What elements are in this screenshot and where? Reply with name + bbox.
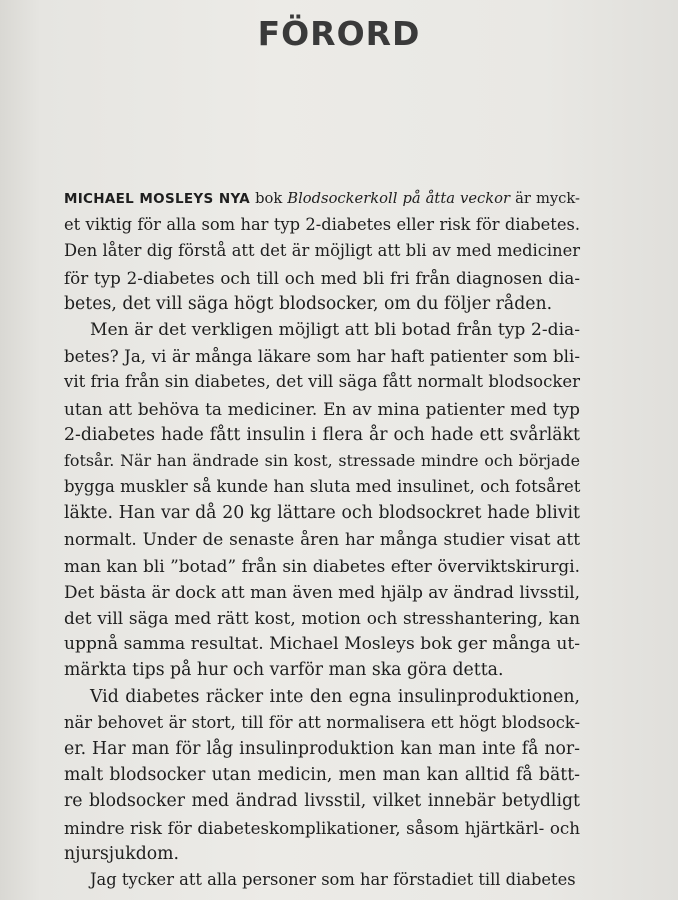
text-line: fotsår. När han ändrade sin kost, stressade mindre och började: [64, 450, 580, 470]
text-line: märkta tips på hur och varför man ska göra detta.: [64, 660, 504, 681]
chapter-heading: FÖRORD: [257, 14, 421, 53]
text-line: vit fria från sin diabetes, det vill säga fått normalt blodsocker: [64, 372, 580, 392]
text-line: betes? Ja, vi är många läkare som har haft patienter som bli-: [64, 346, 580, 367]
after-title: är myck-: [510, 190, 581, 207]
text-line: Men är det verkligen möjligt att bli botad från typ 2-dia-: [90, 319, 580, 340]
text-line: för typ 2-diabetes och till och med bli fri från diagnosen dia-: [64, 267, 580, 288]
text-line: er. Har man för låg insulinproduktion kan man inte få nor-: [64, 738, 580, 759]
text-line: malt blodsocker utan medicin, men man kan alltid få bätt-: [64, 765, 580, 786]
text-line: betes, det vill säga högt blodsocker, om du följer råden.: [64, 293, 553, 314]
body-text: [64, 186, 580, 893]
text-line: Vid diabetes räcker inte den egna insulinproduktionen,: [90, 686, 580, 707]
text-line: bygga muskler så kunde han sluta med insulinet, och fotsåret: [64, 477, 581, 497]
text-line: man kan bli ”botad” från sin diabetes efter överviktskirurgi.: [64, 555, 580, 576]
text-line: det vill säga med rätt kost, motion och stresshantering, kan: [64, 608, 580, 628]
text-line: uppnå samma resultat. Michael Mosleys bok ger många ut-: [64, 634, 580, 655]
lead-text: bok: [250, 190, 288, 207]
text-line: normalt. Under de senaste åren har många studier visat att: [64, 529, 580, 550]
text-line: Det bästa är dock att man även med hjälp av ändrad livsstil,: [64, 581, 580, 602]
text-line: läkte. Han var då 20 kg lättare och blodsockret hade blivit: [64, 503, 580, 524]
text-line: [64, 186, 580, 212]
text-line: utan att behöva ta mediciner. En av mina patienter med typ: [64, 398, 580, 419]
text-line: när behovet är stort, till för att normalisera ett högt blodsock-: [64, 712, 580, 732]
text-line: 2-diabetes hade fått insulin i flera år och hade ett svårläkt: [64, 424, 580, 445]
lead-caps: MICHAEL MOSLEYS NYA: [64, 191, 251, 207]
text-line: re blodsocker med ändrad livsstil, vilket innebär betydligt: [64, 791, 580, 812]
book-title: Blodsockerkoll på åtta veckor: [287, 190, 511, 207]
text-line: mindre risk för diabeteskomplikationer, såsom hjärtkärl- och: [64, 817, 580, 838]
text-line: njursjukdom.: [64, 843, 180, 864]
text-line: Jag tycker att alla personer som har förstadiet till diabetes: [90, 869, 576, 889]
text-line: Den låter dig förstå att det är möjligt att bli av med mediciner: [64, 241, 580, 261]
text-line: et viktig för alla som har typ 2-diabetes eller risk för diabetes.: [64, 215, 580, 235]
